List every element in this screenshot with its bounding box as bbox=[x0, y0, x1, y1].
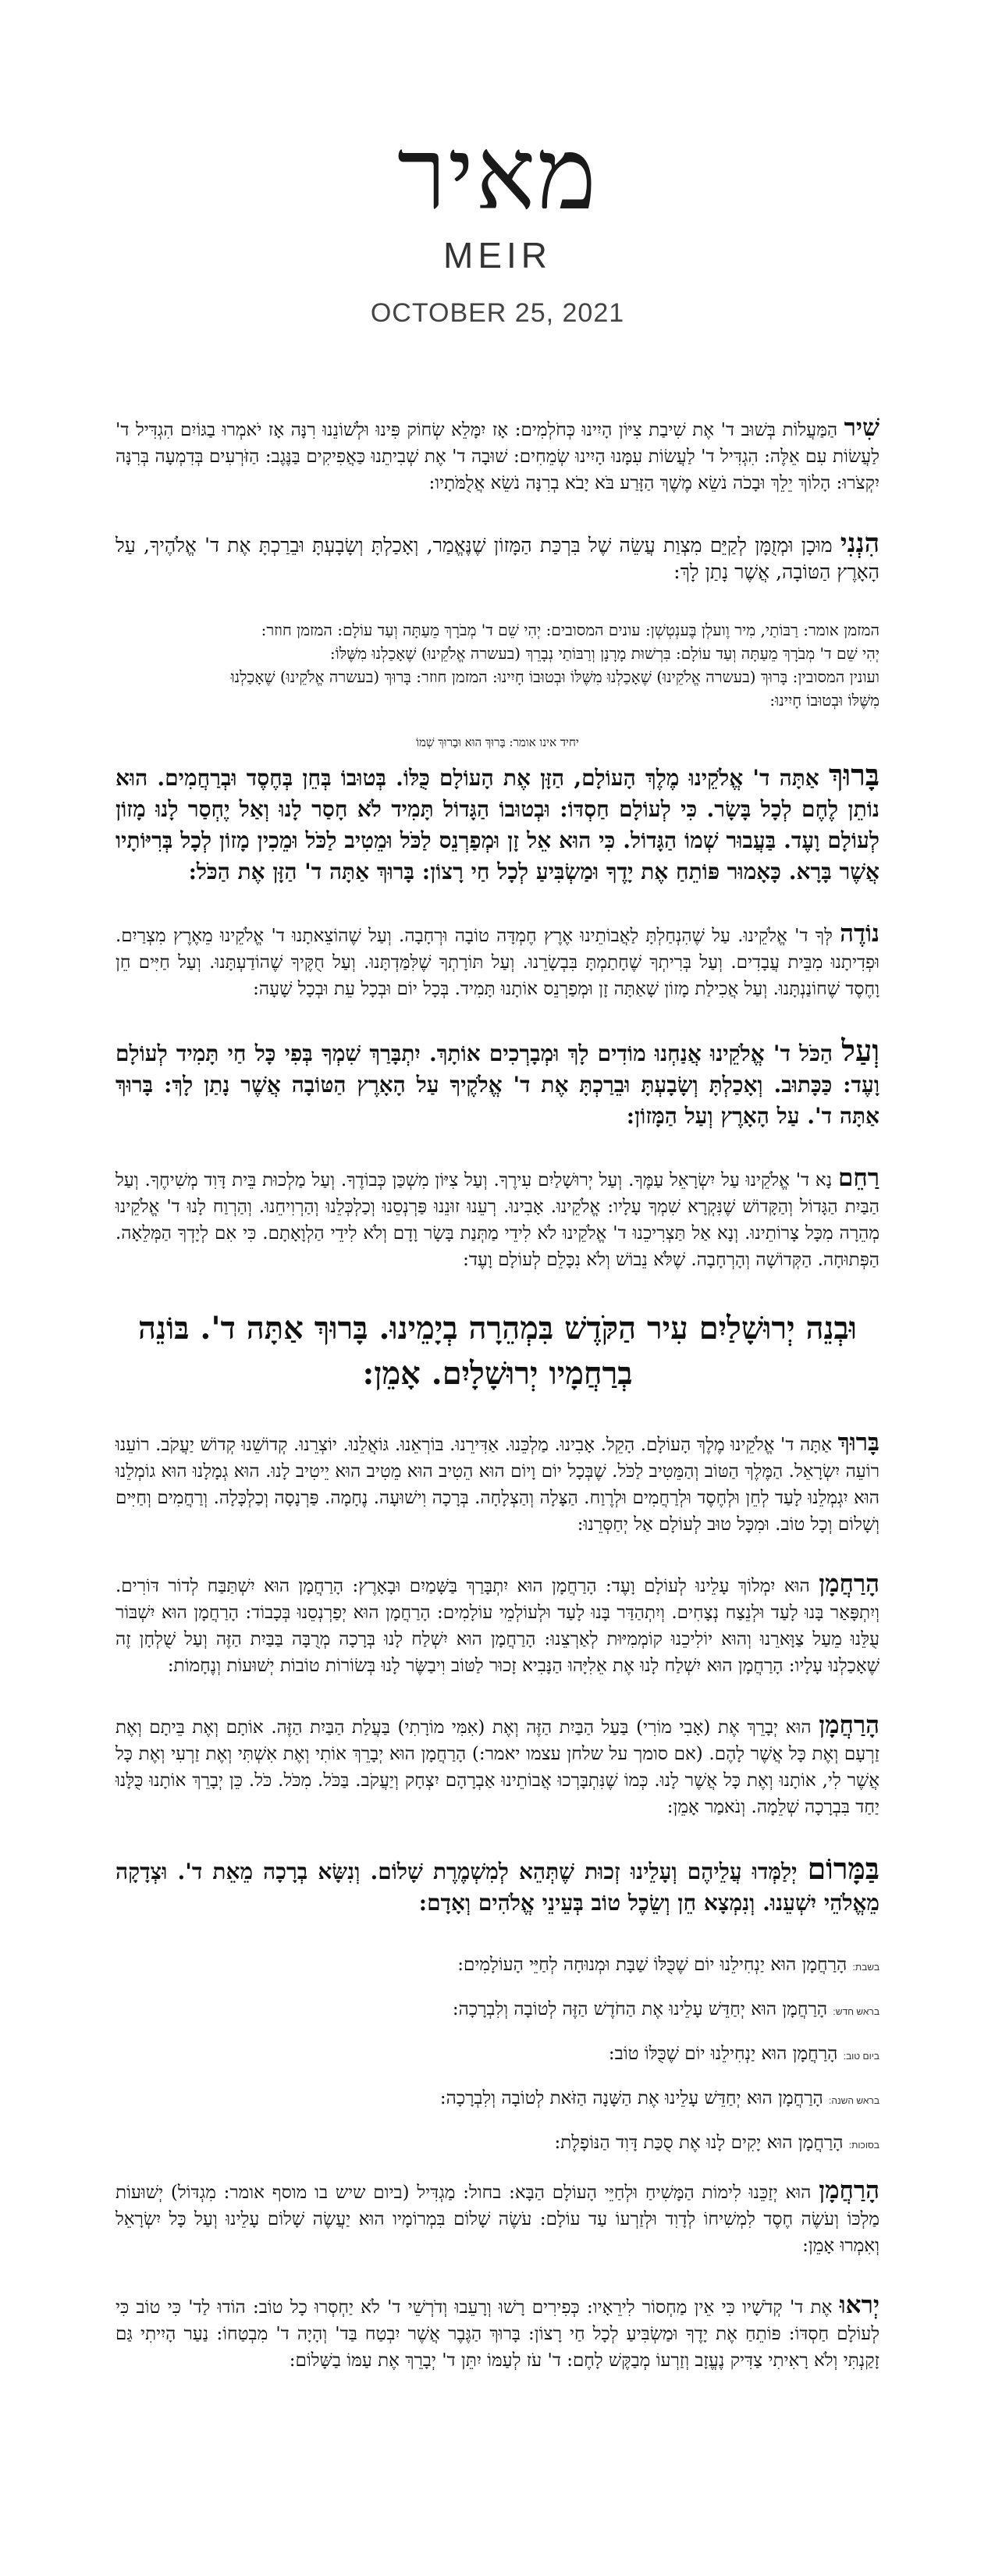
paragraph-lead-word: נוֹדֶה bbox=[840, 920, 880, 948]
occasion-line bbox=[115, 2129, 880, 2158]
occasion-line bbox=[115, 1952, 880, 1980]
occasion-label: בשבת: bbox=[852, 1962, 880, 1973]
paragraph-hineni bbox=[115, 529, 880, 585]
zimun-block bbox=[115, 618, 880, 712]
paragraph-hazan-et-hakol bbox=[115, 760, 880, 888]
paragraph-lead-word: הָרַחֲמָן bbox=[819, 1711, 880, 1739]
paragraph-body: אַתָּה ד' אֱלֹקֵינוּ מֶלֶךְ הָעוֹלָם, הַזָּן אֶת הָעוֹלָם כֻּלּוֹ. בְּטוּבוֹ בְּחֵן בְּחֶסֶד וּבְרַחֲמִים. הוּא נוֹתֵן לֶחֶם לְכָל בָּשָׂר. כִּי לְעוֹלָם חַסְדּוֹ: וּבְטוּבוֹ הַגָּדוֹל תָּמִיד לֹא חָסַר לָנוּ וְאַל יֶחְסַר לָנוּ מָזוֹן לְעוֹלָם וָעֶד. בַּעֲבוּר שְׁמוֹ הַגָּדוֹל. כִּי הוּא אֵל זָן וּמְפַרְנֵס לַכֹּל וּמֵטִיב לַכֹּל וּמֵכִין מָזוֹן לְכָל בְּרִיּוֹתָיו אֲשֶׁר בָּרָא. כָּאָמוּר פּוֹתֵחַ אֶת יָדֶךָ וּמַשְׂבִּיעַ לְכָל חַי רָצוֹן: בָּרוּךְ אַתָּה ד' הַזָּן אֶת הַכֹּל: bbox=[115, 765, 880, 884]
zimun-line: ועונין המסובין: בָּרוּךְ (בעשרה אֱלֹקֵינוּ) שֶׁאָכַלְנוּ מִשֶּׁלּוֹ וּבְטוּבוֹ חָיִינוּ: המזמן חוזר: בָּרוּךְ (בעשרה אֱלֹקֵינוּ) שֶׁאָכַלְנוּ bbox=[230, 667, 880, 686]
occasion-line bbox=[115, 1996, 880, 2025]
paragraph-lead-word: הִנְנִי bbox=[840, 527, 880, 558]
paragraph-harachaman-1 bbox=[115, 1571, 880, 1679]
paragraph-lead-word: רַחֵם bbox=[838, 1164, 880, 1192]
paragraph-lead-word: יְראוּ bbox=[839, 2291, 880, 2319]
paragraph-body: הַמַּעֲלוֹת בְּשׁוּב ד' אֶת שִׁיבַת צִיּוֹן הָיִינוּ כְּחֹלְמִים: אָז יִמָּלֵא שְׂחוֹק פִּינוּ וּלְשׁוֹנֵנוּ רִנָּה אָז יֹאמְרוּ בַגּוֹיִם הִגְדִּיל ד' לַעֲשׂוֹת עִם אֵלֶּה: הִגְדִּיל ד' לַעֲשׂוֹת עִמָּנוּ הָיִינוּ שְׂמֵחִים: שׁוּבָה ד' אֶת שְׁבִיתֵנוּ כַּאֲפִיקִים בַּנֶּגֶב: הַזֹּרְעִים בְּדִמְעָה בְּרִנָּה יִקְצֹרוּ: הָלוֹךְ יֵלֵךְ וּבָכֹה נֹשֵׂא מֶשֶׁךְ הַזָּרַע בֹּא יָבֹא בְרִנָּה נֹשֵׂא אֲלֻמֹּתָיו: bbox=[115, 420, 880, 493]
paragraph-body: הוּא יִמְלוֹךְ עָלֵינוּ לְעוֹלָם וָעֶד: הָרַחֲמָן הוּא יִתְבָּרַךְ בַּשָּׁמַיִם וּבָאָרֶץ: הָרַחֲמָן הוּא יִשְׁתַּבַּח לְדוֹר דּוֹרִים. וְיִתְפָּאַר בָּנוּ לָעַד וּלְנֵצַח נְצָחִים. וְיִתְהַדַּר בָּנוּ לָעַד וּלְעוֹלְמֵי עוֹלָמִים: הָרַחֲמָן הוּא יְפַרְנְסֵנוּ בְּכָבוֹד: הָרַחֲמָן הוּא יִשְׁבּוֹר עֻלֵּנוּ מֵעַל צַוָּארֵנוּ וְהוּא יוֹלִיכֵנוּ קוֹמְמִיּוּת לְאַרְצֵנוּ: הָרַחֲמָן הוּא יִשְׁלַח לָנוּ בְּרָכָה מְרֻבָּה בַּבַּיִת הַזֶּה וְעַל שֻׁלְחָן זֶה שֶׁאָכַלְנוּ עָלָיו: הָרַחֲמָן הוּא יִשְׁלַח לָנוּ אֶת אֵלִיָּהוּ הַנָּבִיא זָכוּר לַטּוֹב וִיבַשֶּׂר לָנוּ בְּשׂוֹרוֹת טוֹבוֹת יְשׁוּעוֹת וְנֶחָמוֹת: bbox=[115, 1576, 880, 1676]
occasion-line bbox=[115, 2085, 880, 2114]
occasion-label: בראש השנה: bbox=[829, 2095, 880, 2106]
paragraph-body: הוּא יְזַכֵּנוּ לִימוֹת הַמָּשִׁיחַ וּלְחַיֵּי הָעוֹלָם הַבָּא: בחול: מַגְדִּיל (ביום שיש בו מוסף אומר: מִגְדּוֹל) יְשׁוּעוֹת מַלְכּוֹ וְעֹשֶׂה חֶסֶד לִמְשִׁיחוֹ לְדָוִד וּלְזַרְעוֹ עַד עוֹלָם: עֹשֶׂה שָׁלוֹם בִּמְרוֹמָיו הוּא יַעֲשֶׂה שָׁלוֹם עָלֵינוּ וְעַל כָּל יִשְׂרָאֵל וְאִמְרוּ אָמֵן: bbox=[115, 2183, 880, 2256]
paragraph-body: הַכֹּל ד' אֱלֹקֵינוּ אֲנַחְנוּ מוֹדִים לָךְ וּמְבָרְכִים אוֹתָךְ. יִתְבָּרַךְ שִׁמְךָ בְּפִי כָּל חַי תָּמִיד לְעוֹלָם וָעֶד: כַּכָּתוּב. וְאָכַלְתָּ וְשָׂבָעְתָּ וּבֵרַכְתָּ אֶת ד' אֱלֹקֶיךָ עַל הָאָרֶץ הַטּוֹבָה אֲשֶׁר נָתַן לָךְ: בָּרוּךְ אַתָּה ד'. עַל הָאָרֶץ וְעַל הַמָּזוֹן: bbox=[115, 1041, 880, 1129]
paragraph-lead-word: שִׁיר bbox=[844, 414, 880, 442]
paragraph-lead-word: בַּמָּרוֹם bbox=[807, 1852, 880, 1886]
paragraph-lead-word: וְעַל bbox=[841, 1034, 880, 1068]
masthead bbox=[0, 0, 995, 329]
occasion-text: הָרַחֲמָן הוּא יַנְחִילֵנוּ יוֹם שֶׁכֻּלּוֹ טוֹב: bbox=[608, 2044, 838, 2064]
paragraph-body: אֶת ד' קְדֹשָׁיו כִּי אֵין מַחְסוֹר לִירֵאָיו: כְּפִירִים רָשׁוּ וְרָעֵבוּ וְדֹרְשֵׁי ד' לֹא יַחְסְרוּ כָל טוֹב: הוֹדוּ לַד' כִּי טוֹב כִּי לְעוֹלָם חַסְדּוֹ: פּוֹתֵחַ אֶת יָדֶךָ וּמַשְׂבִּיעַ לְכָל חַי רָצוֹן: בָּרוּךְ הַגֶּבֶר אֲשֶׁר יִבְטַח בַּד' וְהָיָה ד' מִבְטַחוֹ: נַעַר הָיִיתִי גַּם זָקַנְתִּי וְלֹא רָאִיתִי צַדִּיק נֶעֱזָב וְזַרְעוֹ מְבַקֶּשׁ לָחֶם: ד' עֹז לְעַמּוֹ יִתֵּן ד' יְבָרֵךְ אֶת עַמּוֹ בַשָּׁלוֹם: bbox=[115, 2297, 880, 2371]
paragraph-lead-word: הָרַחֲמָן bbox=[819, 2176, 880, 2204]
paragraph-body: לְּךָ ד' אֱלֹקֵינוּ. עַל שֶׁהִנְחַלְתָּ לַאֲבוֹתֵינוּ אֶרֶץ חֶמְדָּה טוֹבָה וּרְחָבָה. וְעַל שֶׁהוֹצֵאתָנוּ ד' אֱלֹקֵינוּ מֵאֶרֶץ מִצְרַיִם. וּפְדִיתָנוּ מִבֵּית עֲבָדִים. וְעַל בְּרִיתְךָ שֶׁחָתַמְתָּ בִּבְשָׂרֵנוּ. וְעַל תּוֹרָתְךָ שֶׁלִּמַּדְתָּנוּ. וְעַל חֻקֶּיךָ שֶׁהוֹדַעְתָּנוּ. וְעַל חַיִּים חֵן וָחֶסֶד שֶׁחוֹנַנְתָּנוּ. וְעַל אֲכִילַת מָזוֹן שָׁאַתָּה זָן וּמְפַרְנֵס אוֹתָנוּ תָּמִיד. בְּכָל יוֹם וּבְכָל עֵת וּבְכָל שָׁעָה: bbox=[115, 926, 880, 999]
paragraph-yeru bbox=[115, 2292, 880, 2374]
paragraph-uvneh-yerushalayim: וּבְנֵה יְרוּשָׁלַיִם עִיר הַקֹּדֶשׁ בִּמְהֵרָה בְיָמֵינוּ. בָּרוּךְ אַתָּה ד'. בּוֹנֵה בְרַחֲמָיו יְרוּשָׁלָיִם. אָמֵן: bbox=[137, 1310, 858, 1392]
occasion-text: הָרַחֲמָן הוּא יְחַדֵּשׁ עָלֵינוּ אֶת הַחֹדֶשׁ הַזֶּה לְטוֹבָה וְלִבְרָכָה: bbox=[452, 1999, 828, 2019]
paragraph-lead-word: בָּרוּךְ bbox=[828, 758, 880, 792]
zimun-line: יְהִי שֵׁם ד' מְבֹרָךְ מֵעַתָּה וְעַד עוֹלָם: בִּרְשׁוּת מָרָנָן וְרַבּוֹתַי נְבָרֵךְ (בעשרה אֱלֹקֵינוּ) שֶׁאָכַלְנוּ מִשֶּׁלּוֹ: bbox=[329, 644, 880, 663]
zimun-center-note: יחיד אינו אומר: בָּרוּךְ הוּא וּבָרוּךְ שְׁמוֹ bbox=[416, 735, 579, 749]
occasion-label: בסוכות: bbox=[848, 2140, 880, 2151]
logo-latin: MEIR bbox=[443, 235, 552, 276]
birkat-hamazon-text bbox=[115, 415, 880, 2374]
occasion-label: ביום טוב: bbox=[843, 2051, 880, 2062]
occasion-line bbox=[115, 2041, 880, 2069]
event-date: OCTOBER 25, 2021 bbox=[370, 298, 625, 328]
occasion-text: הָרַחֲמָן הוּא יַנְחִילֵנוּ יוֹם שֶׁכֻּלּוֹ שַׁבָּת וּמְנוּחָה לְחַיֵּי הָעוֹלָמִים: bbox=[457, 1955, 848, 1975]
logo-hebrew: מאיר bbox=[396, 116, 599, 233]
paragraph-bamarom bbox=[115, 1853, 880, 1919]
zimun-line: המזמן אומר: רַבּוֹתַי, מִיר וֶועלְן בֶּענְטְשְׁן: עונים המסובים: יְהִי שֵׁם ד' מְבֹרָךְ מֵעַתָּה וְעַד עוֹלָם: המזמן חוזר: bbox=[261, 621, 880, 639]
paragraph-lead-word: הָרַחֲמָן bbox=[819, 1570, 880, 1598]
paragraph-body: אַתָּה ד' אֱלֹקֵינוּ מֶלֶךְ הָעוֹלָם. הָקֵל. אָבִינוּ. מַלְכֵּנוּ. אַדִּירֵנוּ. בּוֹרְאֵנוּ. גּוֹאֲלֵנוּ. יוֹצְרֵנוּ. קְדוֹשֵׁנוּ קְדוֹשׁ יַעֲקֹב. רוֹעֵנוּ רוֹעֵה יִשְׂרָאֵל. הַמֶּלֶךְ הַטּוֹב וְהַמֵּטִיב לַכֹּל. שֶׁבְּכָל יוֹם וָיוֹם הוּא הֵטִיב הוּא מֵטִיב הוּא יֵיטִיב לָנוּ. הוּא גְמָלָנוּ הוּא גוֹמְלֵנוּ הוּא יִגְמְלֵנוּ לָעַד לְחֵן וּלְחֶסֶד וּלְרַחֲמִים וּלְרֶוַח. הַצָּלָה וְהַצְלָחָה. בְּרָכָה וִישׁוּעָה. נֶחָמָה. פַּרְנָסָה וְכַלְכָּלָה. וְרַחֲמִים וְחַיִּים וְשָׁלוֹם וְכָל טוֹב. וּמִכָּל טוּב לְעוֹלָם אַל יְחַסְּרֵנוּ: bbox=[115, 1435, 880, 1535]
occasion-text: הָרַחֲמָן הוּא יָקִים לָנוּ אֶת סֻכַּת דָּוִד הַנּוֹפָלֶת: bbox=[554, 2133, 844, 2153]
paragraph-body: מוּכָן וּמְזֻמָּן לְקַיֵּם מִצְוַת עֲשֵׂה שֶׁל בִּרְכַּת הַמָּזוֹן שֶׁנֶּאֱמַר, וְאָכַלְתָּ וְשָׂבָעְתָּ וּבֵרַכְתָּ אֶת ד' אֱלֹהֶיךָ, עַל הָאָרֶץ הַטּוֹבָה, אֲשֶׁר נָתַן לָךְ: bbox=[115, 534, 880, 583]
paragraph-harachaman-2 bbox=[115, 1712, 880, 1820]
paragraph-hatov-vehameitiv bbox=[115, 1429, 880, 1538]
paragraph-body: נָא ד' אֱלֹקֵינוּ עַל יִשְׂרָאֵל עַמֶּךָ. וְעַל יְרוּשָׁלַיִם עִירֶךָ. וְעַל צִיּוֹן מִשְׁכַּן כְּבוֹדֶךָ. וְעַל מַלְכוּת בֵּית דָּוִד מְשִׁיחֶךָ. וְעַל הַבַּיִת הַגָּדוֹל וְהַקָּדוֹשׁ שֶׁנִּקְרָא שִׁמְךָ עָלָיו: אֱלֹקֵינוּ. אָבִינוּ. רְעֵנוּ זוּנֵנוּ פַּרְנְסֵנוּ וְכַלְכְּלֵנוּ וְהַרְוִיחֵנוּ. וְהַרְוַח לָנוּ ד' אֱלֹקֵינוּ מְהֵרָה מִכָּל צָרוֹתֵינוּ. וְנָא אַל תַּצְרִיכֵנוּ ד' אֱלֹקֵינוּ לֹא לִידֵי מַתְּנַת בָּשָׂר וָדָם וְלֹא לִידֵי הַלְוָאָתָם. כִּי אִם לְיָדְךָ הַמְּלֵאָה. הַפְּתוּחָה. הַקְּדוֹשָׁה וְהָרְחָבָה. שֶׁלֹּא נֵבוֹשׁ וְלֹא נִכָּלֵם לְעוֹלָם וָעֶד: bbox=[115, 1170, 880, 1270]
paragraph-nodeh bbox=[115, 920, 880, 1002]
paragraph-body: יְלַמְּדוּ עֲלֵיהֶם וְעָלֵינוּ זְכוּת שֶׁתְּהֵא לְמִשְׁמֶרֶת שָׁלוֹם. וְנִשָּׂא בְרָכָה מֵאֵת ד'. וּצְדָקָה מֵאֱלֹהֵי יִשְׁעֵנוּ. וְנִמְצָא חֵן וְשֵׂכֶל טוֹב בְּעֵינֵי אֱלֹהִים וְאָדָם: bbox=[115, 1859, 880, 1916]
zimun-line: מִשֶּׁלּוֹ וּבְטוּבוֹ חָיִינוּ: bbox=[769, 691, 880, 710]
paragraph-veal-hakol bbox=[115, 1035, 880, 1132]
occasion-text: הָרַחֲמָן הוּא יְחַדֵּשׁ עָלֵינוּ אֶת הַשָּׁנָה הַזֹּאת לְטוֹבָה וְלִבְרָכָה: bbox=[439, 2088, 823, 2108]
paragraph-shir-hamaalot bbox=[115, 415, 880, 496]
paragraph-lead-word: בָּרוּךְ bbox=[837, 1429, 880, 1457]
occasion-label: בראש חדש: bbox=[833, 2006, 880, 2017]
paragraph-body: הוּא יְבָרֵךְ אֶת (אָבִי מוֹרִי) בַּעַל הַבַּיִת הַזֶּה וְאֶת (אִמִּי מוֹרָתִי) בַּעֲלַת הַבַּיִת הַזֶּה. אוֹתָם וְאֶת בֵּיתָם וְאֶת זַרְעָם וְאֶת כָּל אֲשֶׁר לָהֶם. (אם סומך על שלחן עצמו יאמר:) הָרַחֲמָן הוּא יְבָרֵךְ אוֹתִי וְאֶת אִשְׁתִּי וְאֶת זַרְעִי וְאֶת כָּל אֲשֶׁר לִי, אוֹתָנוּ וְאֶת כָּל אֲשֶׁר לָנוּ. כְּמוֹ שֶׁנִּתְבָּרְכוּ אֲבוֹתֵינוּ אַבְרָהָם יִצְחָק וְיַעֲקֹב. בַּכֹּל. מִכֹּל. כֹּל. כֵּן יְבָרֵךְ אוֹתָנוּ כֻּלָּנוּ יַחַד בִּבְרָכָה שְׁלֵמָה. וְנֹאמַר אָמֵן: bbox=[115, 1717, 880, 1817]
occasion-additions bbox=[115, 1952, 880, 2158]
paragraph-harachaman-3 bbox=[115, 2177, 880, 2259]
paragraph-rachem bbox=[115, 1165, 880, 1273]
